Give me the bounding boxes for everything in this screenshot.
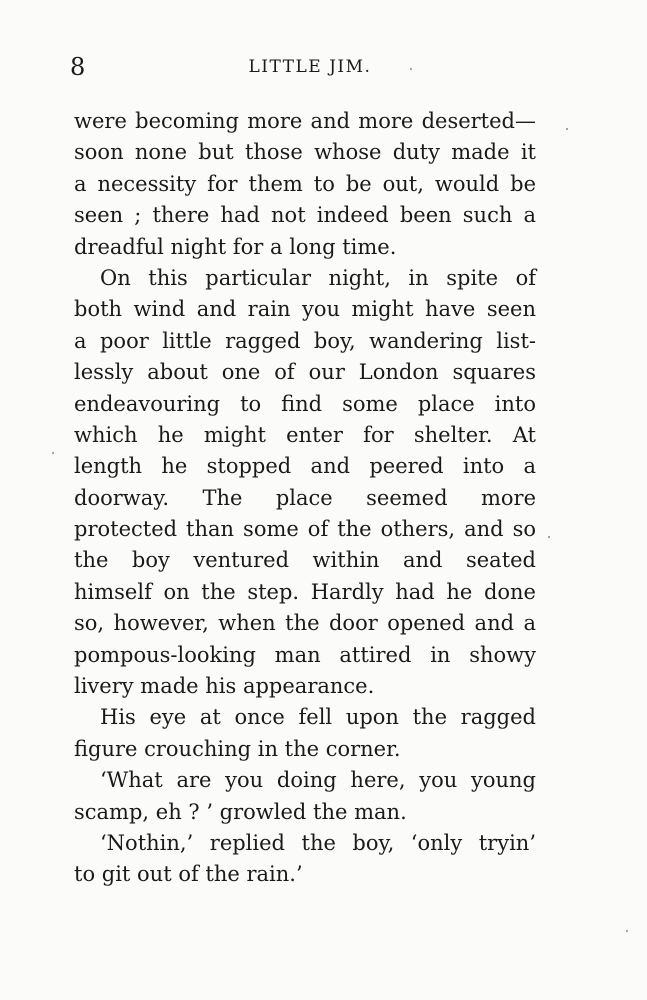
text-line: ‘What are you doing here, you young xyxy=(100,768,536,793)
text-line: both wind and rain you might have seen xyxy=(74,297,536,322)
text-line: ‘Nothin,’ replied the boy, ‘only tryin’ xyxy=(100,830,536,855)
text-line: to git out of the rain.’ xyxy=(74,862,303,887)
paper-speck xyxy=(626,930,628,932)
text-line: scamp, eh ? ’ growled the man. xyxy=(74,799,407,824)
text-line: dreadful night for a long time. xyxy=(74,234,397,259)
text-line: a necessity for them to be out, would be xyxy=(74,171,536,196)
text-line: seen ; there had not indeed been such a xyxy=(74,203,536,228)
paper-speck xyxy=(410,68,412,70)
text-line: which he might enter for shelter. At xyxy=(74,422,536,447)
text-line: soon none but those whose duty made it xyxy=(74,140,536,165)
text-line: His eye at once fell upon the ragged xyxy=(100,705,536,730)
text-line: so, however, when the door opened and a xyxy=(74,611,536,636)
text-line: lessly about one of our London squares xyxy=(74,360,536,385)
text-line: length he stopped and peered into a xyxy=(74,454,536,479)
text-line: the boy ventured within and seated xyxy=(74,548,536,573)
text-line: On this particular night, in spite of xyxy=(100,265,536,290)
paper-speck xyxy=(52,452,54,454)
paper-speck xyxy=(548,536,550,538)
page-header xyxy=(70,52,550,82)
text-line: doorway. The place seemed more xyxy=(74,485,536,510)
text-line: endeavouring to find some place into xyxy=(74,391,536,416)
body-text xyxy=(74,106,536,891)
text-line: livery made his appearance. xyxy=(74,674,375,699)
page-number: 8 xyxy=(70,53,86,81)
text-line: pompous-looking man attired in showy xyxy=(74,642,536,667)
text-line: himself on the step. Hardly had he done xyxy=(74,579,536,604)
text-line: a poor little ragged boy, wandering list- xyxy=(74,328,536,353)
running-head: LITTLE JIM. xyxy=(248,57,372,77)
paper-speck xyxy=(566,128,568,130)
text-line: figure crouching in the corner. xyxy=(74,736,401,761)
text-line: protected than some of the others, and so xyxy=(74,517,536,542)
text-line: were becoming more and more deserted— xyxy=(74,109,536,133)
